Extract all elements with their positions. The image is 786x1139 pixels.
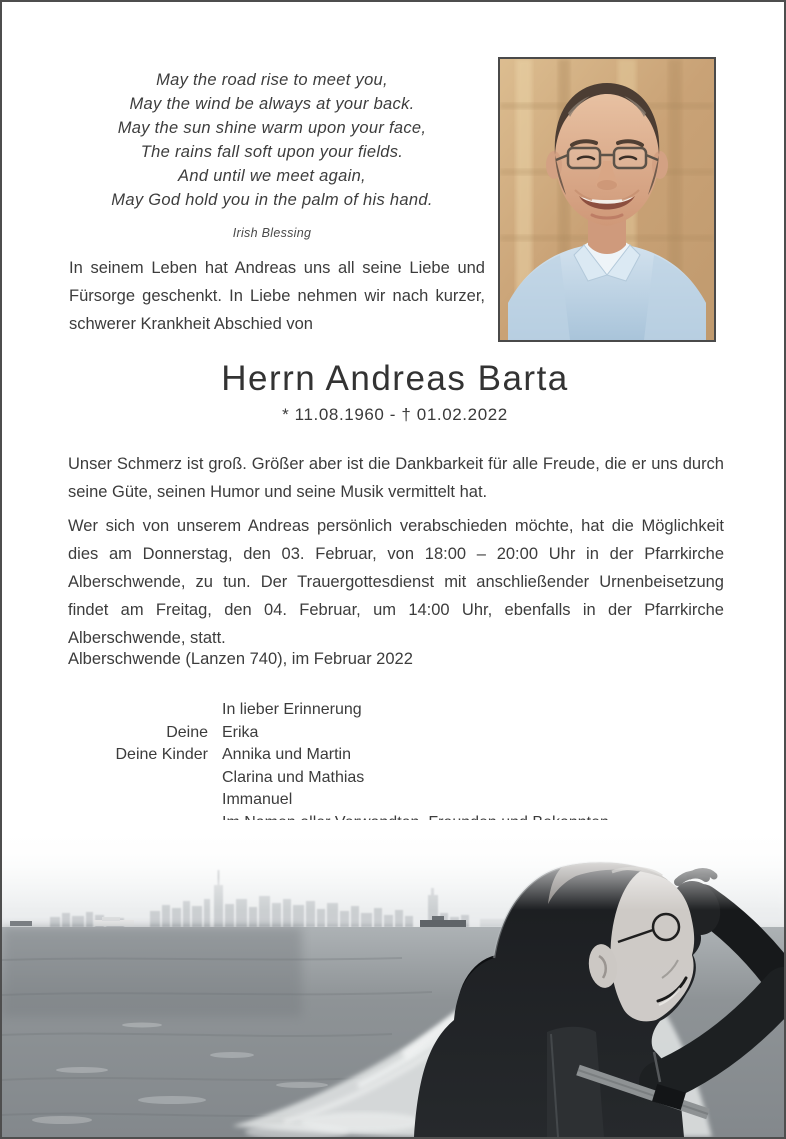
poem-attribution: Irish Blessing (232, 226, 312, 240)
intro-paragraph: In seinem Leben hat Andreas uns all seine Liebe und Fürsorge geschenkt. In Liebe nehmen wir nach kurzer, schwerer Krankheit Abschied von (69, 259, 485, 333)
poem-line: The rains fall soft upon your fields. (140, 143, 404, 161)
poem-line: May God hold you in the palm of his hand. (111, 191, 433, 209)
memorial-value: Clarina und Mathias (222, 768, 365, 786)
memorial-label: Deine Kinder (115, 746, 208, 763)
memorial-value: Annika und Martin (222, 746, 351, 763)
memorial-row (68, 722, 688, 745)
portrait-photo (498, 57, 716, 342)
poem-line: May the road rise to meet you, (156, 71, 388, 89)
memorial-row (68, 767, 688, 790)
memorial-row (68, 789, 688, 812)
memorial-value: Immanuel (222, 791, 293, 808)
memorial-label (68, 699, 208, 722)
memorial-label (68, 767, 208, 790)
memorial-value: In lieber Erinnerung (222, 701, 362, 718)
blessing-poem (60, 68, 484, 245)
memorial-value: Erika (222, 723, 259, 741)
grief-paragraph: Unser Schmerz ist groß. Größer aber ist die Dankbarkeit für alle Freude, die er uns durch seine Güte, seinen Humor und seine Musik vermittelt hat. (68, 455, 724, 501)
place-dateline: Alberschwende (Lanzen 740), im Februar 2022 (68, 650, 413, 668)
backpack-strap (547, 1027, 604, 1137)
deceased-name: Herrn Andreas Barta (221, 359, 569, 398)
farewell-paragraph: Wer sich von unserem Andreas persönlich verabschieden möchte, hat die Möglichkeit dies am Donnerstag, den 03. Februar, von 18:00 – 20:00 Uhr in der Pfarrkirche Alberschwende, zu tun. Der Trauergottesdienst mit anschließender Urnenbeisetzung findet am Freitag, den 04. Februar, um 14:00 Uhr, ebenfalls in der Pfarrkirche Alberschwende, statt. (68, 517, 724, 647)
memorial-label: Deine (166, 723, 208, 741)
memorial-row (68, 744, 688, 767)
memorial-label (68, 789, 208, 812)
memorial-photo-illustration (2, 820, 784, 1137)
memorial-list (68, 699, 688, 834)
poem-line: And until we meet again, (178, 167, 366, 185)
poem-line: May the sun shine warm upon your face, (117, 119, 427, 137)
portrait-illustration (500, 59, 714, 340)
memorial-row (68, 699, 688, 722)
poem-line: May the wind be always at your back. (129, 95, 415, 113)
memorial-photo (2, 820, 784, 1137)
deceased-dates: * 11.08.1960 - † 01.02.2022 (282, 405, 508, 424)
